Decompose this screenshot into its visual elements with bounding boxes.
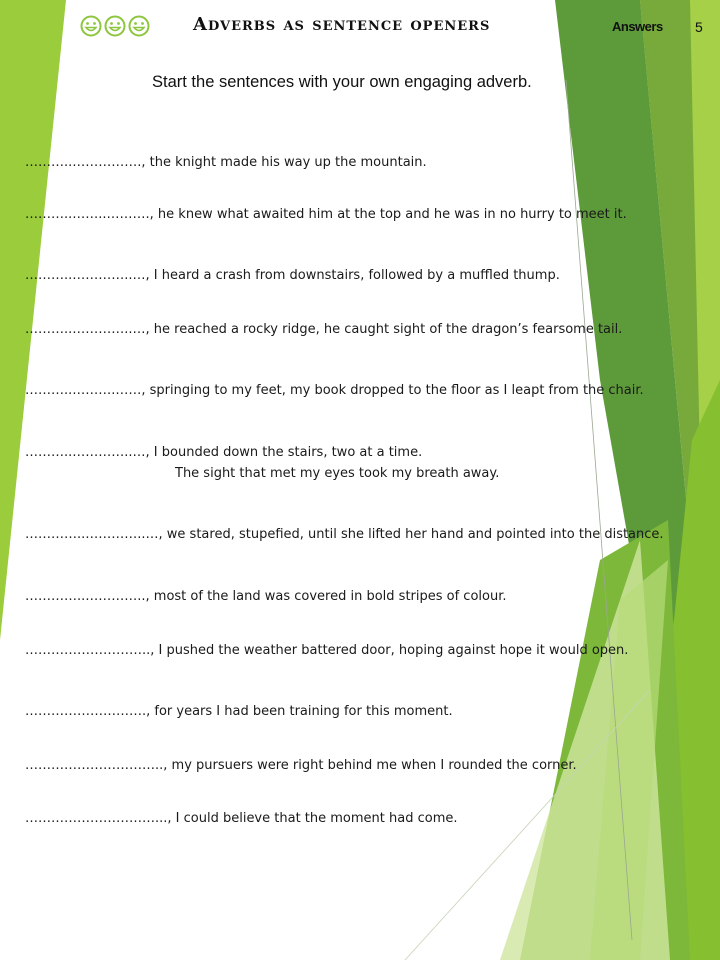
sentence-text: ………………………….., my pursuers were right behind me when I rounded the corner. [25,758,577,773]
sentence-item [25,586,507,607]
sentence-text: …………..………….., most of the land was covered in bold stripes of colour. [25,589,507,604]
instruction-text: Start the sentences with your own engaging adverb. [152,73,532,91]
sentence-item [25,380,644,401]
sentence-item [25,319,622,340]
sentence-item [25,442,499,484]
sentence-item [25,701,453,722]
sentence-continuation: The sight that met my eyes took my breath away. [175,466,500,481]
sentence-text: ……………………….., I pushed the weather battered door, hoping against hope it would open. [25,643,629,658]
smiley-icon [80,15,102,37]
sentence-text: ………………………., for years I had been training for this moment. [25,704,453,719]
sentence-text: ………..……….……, springing to my feet, my book dropped to the floor as I leapt from the chair. [25,383,644,398]
sentence-text: ………..…………..…, I bounded down the stairs, two at a time. [25,445,423,460]
smiley-rating [80,15,150,37]
sentence-item [25,524,664,545]
sentence-item [25,152,427,173]
page-title: Adverbs as sentence openers [193,14,491,35]
sentence-text: …………………………..., I could believe that the moment had come. [25,811,458,826]
sentence-text: ………..……..………., he knew what awaited him at the top and he was in no hurry to meet it. [25,207,627,222]
sentence-text: ………..…………..…, he reached a rocky ridge, he caught sight of the dragon’s fearsome tail. [25,322,623,337]
sentence-item [25,265,560,286]
answers-label: Answers [612,19,663,34]
smiley-icon [104,15,126,37]
page-number: 5 [695,19,703,35]
smiley-icon [128,15,150,37]
sentence-text: ………..……………., the knight made his way up the mountain. [25,155,427,170]
sentence-item [25,808,458,829]
sentence-item [25,204,627,225]
sentence-item [25,640,628,661]
sentence-text: ………..…………..…, I heard a crash from downstairs, followed by a muffled thump. [25,268,560,283]
sentence-text: …………..…………..…, we stared, stupefied, until she lifted her hand and pointed into the distance. [25,527,664,542]
sentence-item [25,755,577,776]
